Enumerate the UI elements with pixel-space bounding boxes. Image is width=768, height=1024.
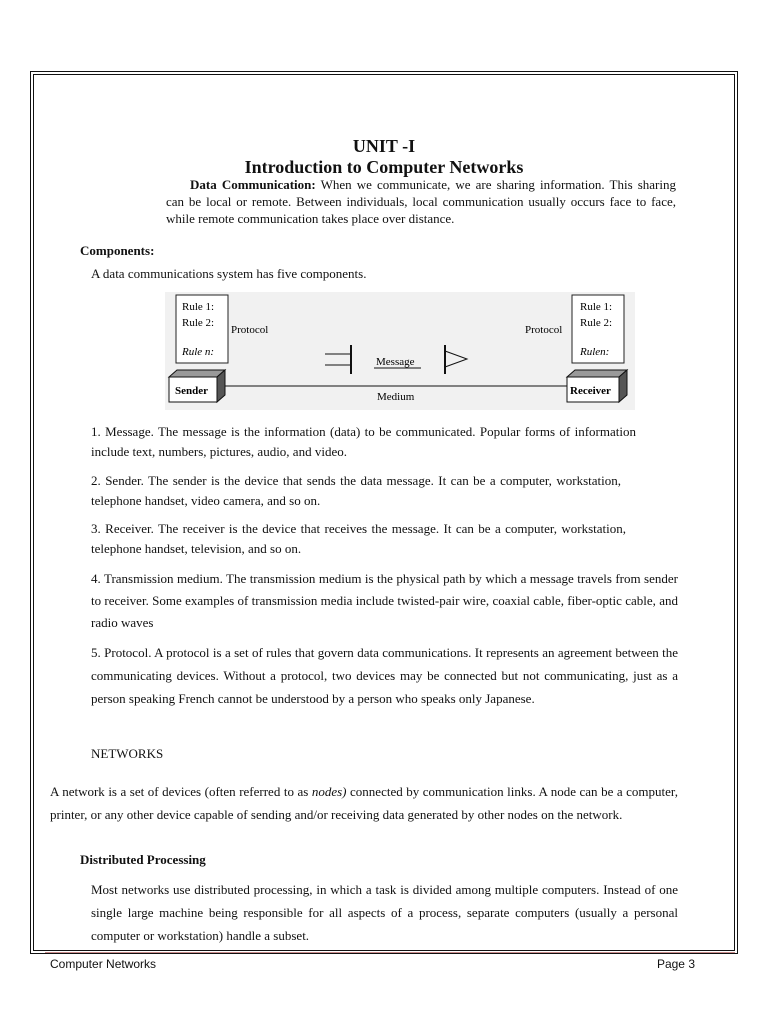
list-item-message: 1. Message. The message is the information (data) to be communicated. Popular forms of information include text, numbers, pictures, audio, and video. [91,424,636,459]
components-intro: A data communications system has five components. [91,266,367,281]
list-item-medium: 4. Transmission medium. The transmission medium is the physical path by which a message travels from sender to receiver. Some examples of transmission media include twisted-pair wire, coaxial cable, fiber-optic cable, and radio waves [91,571,678,630]
receiver-rule-1: Rule 1: [580,301,613,313]
medium-label: Medium [377,391,415,403]
distributed-paragraph: Most networks use distributed processing, in which a task is divided among multiple computers. Instead of one single large machine being responsible for all aspects of a process, separate computers (usually a personal computer or workstation) handle a subset. [91,882,678,943]
sender-rule-1: Rule 1: [182,301,215,313]
footer-left: Computer Networks [50,957,157,971]
intro-paragraph [166,176,676,227]
list-item-protocol: 5. Protocol. A protocol is a set of rules that govern data communications. It represents an agreement between the communicating devices. Without a protocol, two devices may be connected but not communicating, just as a person speaking French cannot be understood by a person who speaks only Japanese. [91,645,678,706]
networks-heading: NETWORKS [91,746,164,761]
sender-label: Sender [175,385,208,397]
protocol-left-label: Protocol [231,324,269,336]
networks-paragraph [50,780,678,826]
message-label: Message [376,356,415,368]
list-item-receiver: 3. Receiver. The receiver is the device that receives the message. It can be a computer, workstation, telephone handset, television, and so on. [91,521,626,556]
networks-text-before: A network is a set of devices (often referred to as [50,784,312,799]
footer-page-number: Page 3 [656,957,695,971]
distributed-heading: Distributed Processing [80,852,206,867]
receiver-rule-n: Rulen: [580,346,610,358]
communication-diagram [165,292,635,410]
sender-device [169,370,225,402]
list-item-sender: 2. Sender. The sender is the device that sends the data message. It can be a computer, workstation, telephone handset, video camera, and so on. [91,473,621,508]
networks-nodes-term: nodes) [311,784,347,799]
receiver-device [567,370,627,402]
intro-lead: Data Communication: [190,177,316,192]
sender-rule-n: Rule n: [182,346,215,358]
protocol-right-label: Protocol [525,324,563,336]
intro-text: When we communicate, we are sharing information. This sharing can be local or remote. Between individuals, local communication usually occurs face to face, while remote communication takes place over distance. [166,177,677,226]
footer-divider [45,952,735,953]
unit-label: UNIT -I [352,136,416,156]
components-heading: Components: [80,243,155,258]
receiver-label: Receiver [570,385,611,397]
receiver-rule-2: Rule 2: [580,317,613,329]
networks-text-after: connected by communication links. A node can be a computer, printer, or any other device capable of sending and/or receiving data generated by other nodes on the network. [50,784,678,822]
page-title: Introduction to Computer Networks [244,157,524,177]
sender-rule-2: Rule 2: [182,317,215,329]
